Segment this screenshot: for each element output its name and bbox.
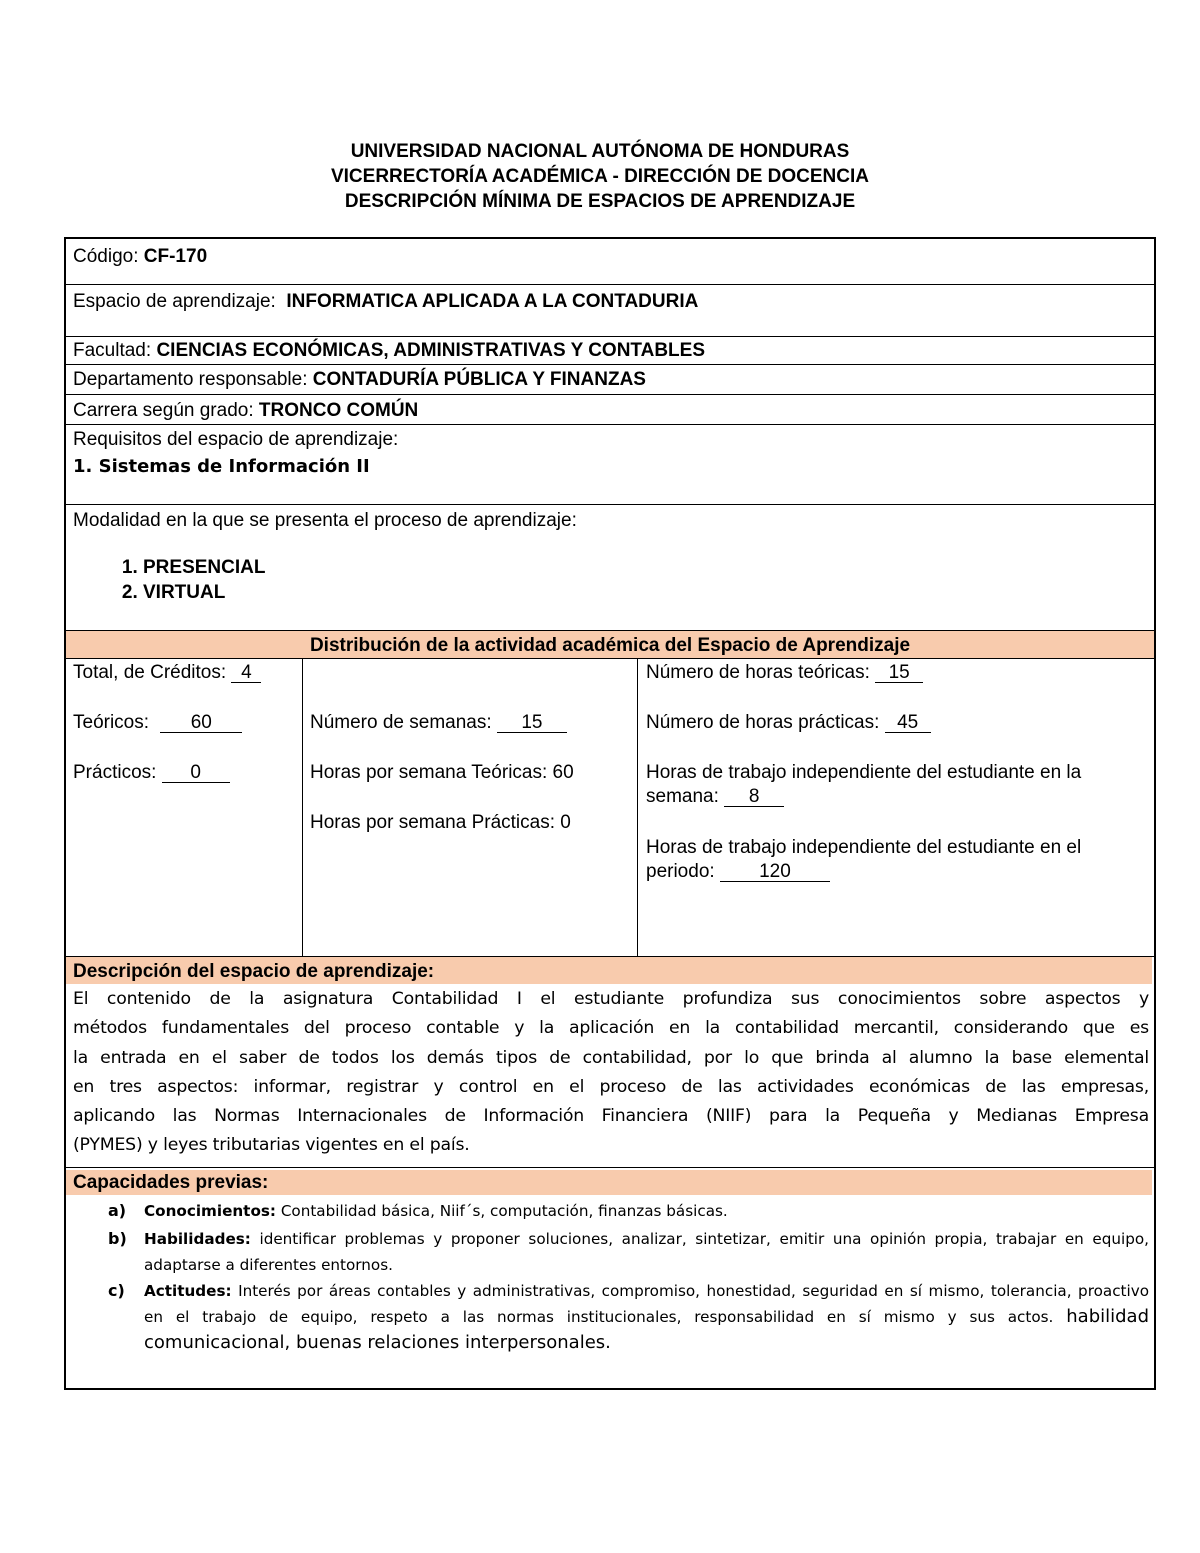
row-carrera: [66, 395, 1154, 425]
form-table: [64, 237, 1156, 1390]
teoricos-value: 60: [160, 713, 242, 733]
cap-label: Conocimientos:: [144, 1202, 276, 1220]
row-modalidad: [66, 505, 1154, 631]
codigo-label: Código:: [73, 246, 139, 267]
facultad-value: CIENCIAS ECONÓMICAS, ADMINISTRATIVAS Y CONTABLES: [156, 340, 706, 361]
row-espacio: [66, 285, 1154, 337]
column-divider: [637, 659, 638, 956]
indep-periodo-text: Horas de trabajo independiente del estudiante en el: [646, 837, 1082, 858]
distribucion-body: [66, 659, 1154, 957]
cap-letter: c): [108, 1281, 125, 1300]
document-header: [0, 139, 1200, 214]
descripcion-line: la entrada en el saber de todos los demás tipos de contabilidad, por lo que brinda al alumno la base elemental: [73, 1047, 1149, 1068]
cap-text: identificar problemas y proponer soluciones, analizar, sintetizar, emitir una opinión propia, trabajar en equipo, adaptarse a diferentes entornos.: [144, 1230, 1149, 1274]
cap-text-tail: habilidad comunicacional, buenas relaciones interpersonales.: [144, 1306, 1149, 1353]
descripcion-line: El contenido de la asignatura Contabilidad I el estudiante profundiza sus conocimientos sobre aspectos y: [73, 989, 1149, 1009]
horas-teoricas-value: 15: [875, 663, 923, 683]
university-name: UNIVERSIDAD NACIONAL AUTÓNOMA DE HONDURAS: [350, 141, 850, 162]
horas-semana-practicas: Horas por semana Prácticas: 0: [310, 812, 571, 833]
practicos-value: 0: [162, 763, 230, 783]
teoricos-label: Teóricos:: [73, 712, 150, 733]
cap-item-conocimientos: [144, 1198, 1149, 1224]
indep-semana-value: 8: [724, 787, 784, 807]
descripcion-line: métodos fundamentales del proceso contable y la aplicación en la contabilidad mercantil, considerando que es: [73, 1018, 1149, 1039]
modalidad-list: [73, 555, 265, 605]
indep-semana-text: Horas de trabajo independiente del estudiante en la: [646, 762, 1082, 783]
creditos-label: Total, de Créditos:: [73, 662, 227, 683]
espacio-value: INFORMATICA APLICADA A LA CONTADURIA: [286, 291, 699, 312]
column-semanas: [310, 659, 630, 956]
carrera-value: TRONCO COMÚN: [258, 400, 419, 421]
semanas-value: 15: [497, 713, 567, 733]
practicos-label: Prácticos:: [73, 762, 157, 783]
descripcion-title: Descripción del espacio de aprendizaje:: [73, 961, 435, 982]
cap-letter: b): [108, 1229, 127, 1248]
espacio-label: Espacio de aprendizaje:: [73, 291, 276, 312]
cap-label: Actitudes:: [144, 1282, 232, 1300]
semanas-label: Número de semanas:: [310, 712, 492, 733]
horas-semana-teoricas: Horas por semana Teóricas: 60: [310, 762, 574, 783]
codigo-value: CF-170: [143, 246, 208, 267]
requisitos-label: Requisitos del espacio de aprendizaje:: [73, 429, 399, 450]
row-facultad: [66, 337, 1154, 365]
cap-label: Habilidades:: [144, 1230, 251, 1248]
row-departamento: [66, 365, 1154, 395]
row-descripcion: [66, 957, 1154, 1168]
distribucion-title: Distribución de la actividad académica del Espacio de Aprendizaje: [309, 635, 911, 656]
column-divider: [302, 659, 303, 956]
row-codigo: [66, 239, 1154, 285]
descripcion-line: (PYMES) y leyes tributarias vigentes en el país.: [73, 1135, 470, 1156]
horas-teoricas-label: Número de horas teóricas:: [646, 662, 870, 683]
modalidad-item-presencial: 1. PRESENCIAL: [143, 555, 265, 580]
descripcion-text: [73, 985, 1149, 1161]
departamento-label: Departamento responsable:: [73, 369, 308, 390]
cap-text: Interés por áreas contables y administrativas, compromiso, honestidad, seguridad en sí mismo, tolerancia, proactivo en el trabajo de equipo, respeto a las normas institucionales, responsabilidad en sí mismo y sus actos.: [144, 1282, 1150, 1326]
indep-semana-label: semana:: [646, 786, 719, 807]
modalidad-label: Modalidad en la que se presenta el proceso de aprendizaje:: [73, 510, 577, 531]
vicerrectoria: VICERRECTORÍA ACADÉMICA - DIRECCIÓN DE DOCENCIA: [330, 166, 869, 187]
column-horas: [646, 659, 1151, 956]
capacidades-header: [66, 1170, 1152, 1195]
creditos-value: 4: [231, 663, 261, 683]
row-requisitos: [66, 425, 1154, 505]
descripcion-line: en tres aspectos: informar, registrar y control en el proceso de las actividades económicas de las empresas,: [73, 1076, 1149, 1097]
facultad-label: Facultad:: [73, 340, 152, 361]
document-title: DESCRIPCIÓN MÍNIMA DE ESPACIOS DE APRENDIZAJE: [344, 191, 856, 212]
descripcion-header: [66, 957, 1152, 984]
departamento-value: CONTADURÍA PÚBLICA Y FINANZAS: [312, 369, 646, 390]
cap-letter: a): [108, 1201, 127, 1220]
cap-text: Contabilidad básica, Niif´s, computación, finanzas básicas.: [280, 1202, 728, 1220]
indep-periodo-label: periodo:: [646, 861, 715, 882]
horas-practicas-value: 45: [885, 713, 931, 733]
horas-practicas-label: Número de horas prácticas:: [646, 712, 880, 733]
modalidad-item-virtual: 2. VIRTUAL: [143, 580, 265, 605]
indep-periodo-value: 120: [720, 862, 830, 882]
cap-item-habilidades: [144, 1226, 1149, 1278]
distribucion-header: [66, 631, 1154, 659]
cap-item-actitudes: [144, 1278, 1149, 1356]
capacidades-title: Capacidades previas:: [73, 1172, 269, 1193]
column-creditos: [73, 659, 298, 956]
carrera-label: Carrera según grado:: [73, 400, 254, 421]
row-capacidades: [66, 1168, 1154, 1388]
requisito-item: 1. Sistemas de Información II: [73, 456, 370, 477]
descripcion-line: aplicando las Normas Internacionales de Información Financiera (NIIF) para la Pequeña y Medianas Empresa: [73, 1106, 1149, 1127]
